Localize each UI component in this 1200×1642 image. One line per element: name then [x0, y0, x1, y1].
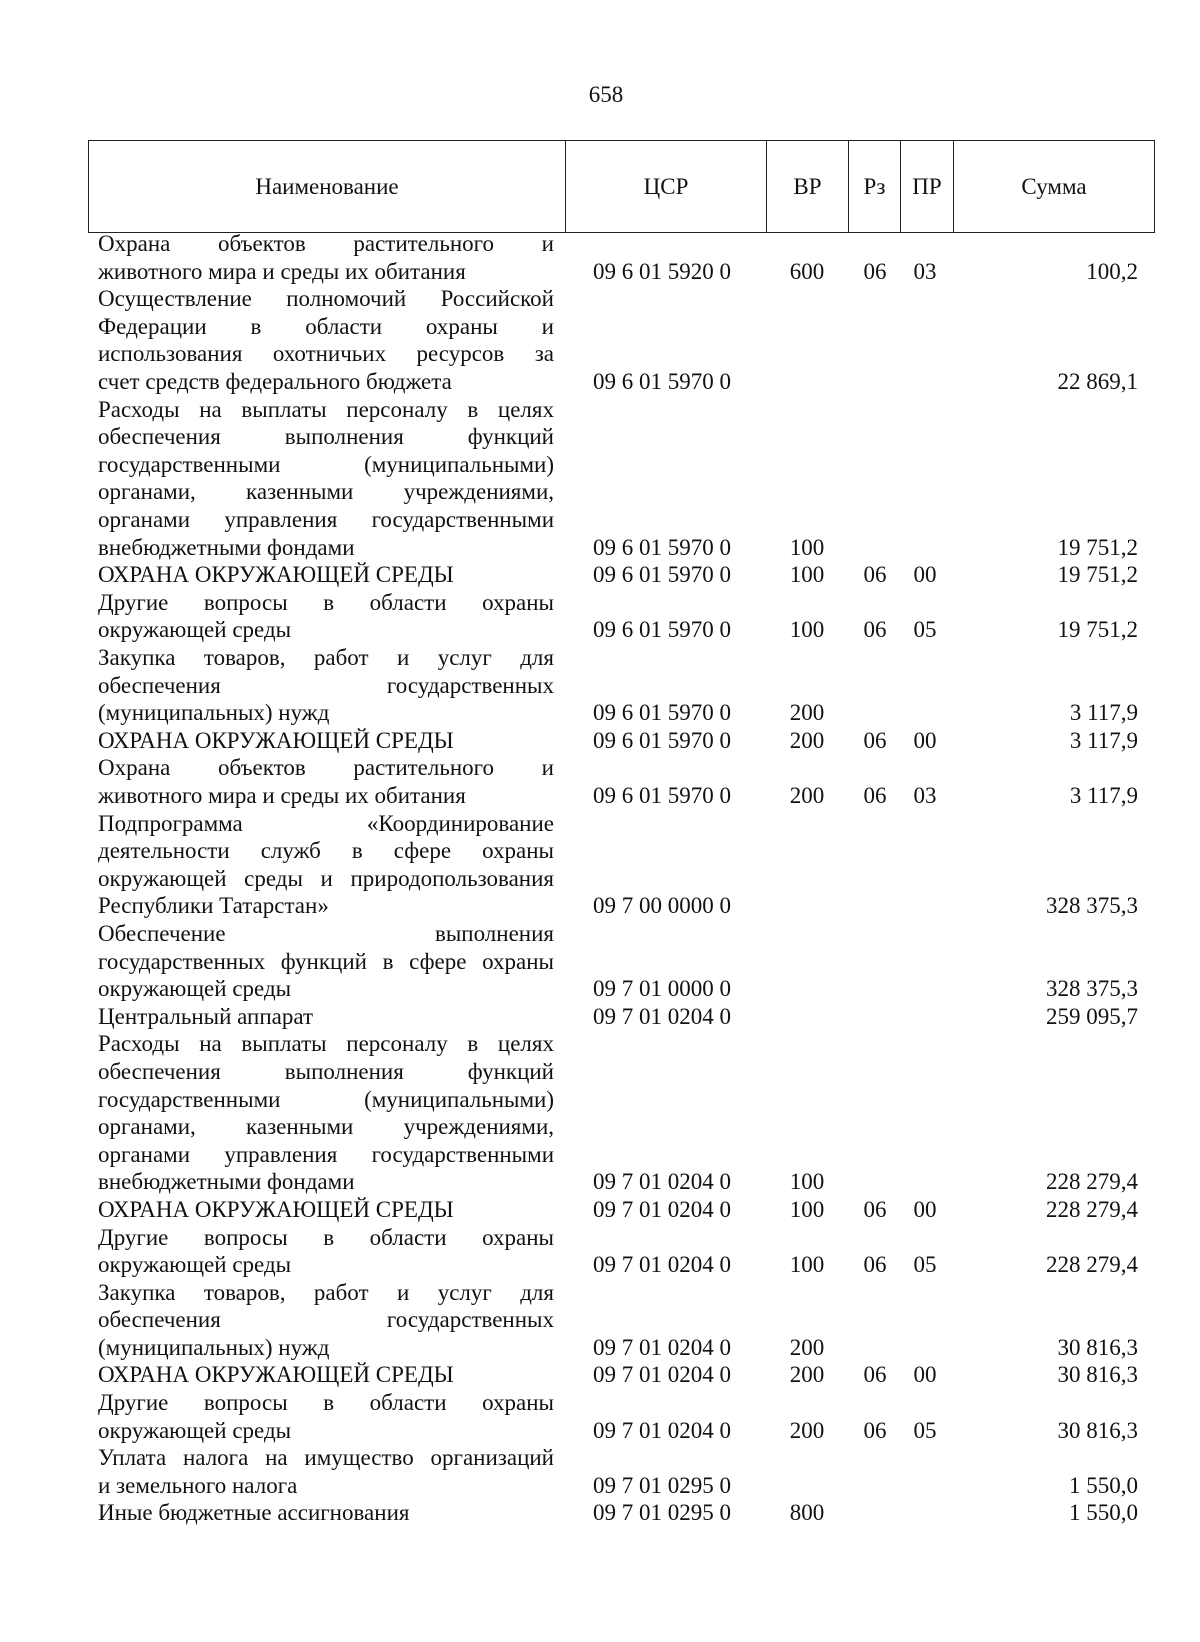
row-name-line: Республики Татарстан» — [98, 893, 329, 919]
row-vr: 200 — [789, 782, 825, 808]
table-row — [0, 644, 1200, 727]
table-row — [0, 1224, 1200, 1279]
row-name — [98, 754, 554, 809]
row-name-line: Закупка товаров, работ и услуг для — [98, 1279, 554, 1305]
row-name — [98, 1499, 554, 1527]
row-name-line: животного мира и среды их обитания — [98, 258, 466, 284]
row-name-line: (муниципальных) нужд — [98, 1334, 330, 1360]
row-rz: 06 — [863, 1252, 887, 1278]
row-name-line: обеспечения выполнения функций — [98, 424, 554, 450]
row-name-line: деятельности служб в сфере охраны — [98, 838, 554, 864]
row-csr: 09 7 01 0000 0 — [593, 976, 731, 1002]
row-pr: 00 — [913, 1362, 937, 1388]
row-name-line: Федерации в области охраны и — [98, 313, 554, 339]
row-vr: 800 — [789, 1500, 825, 1526]
row-csr: 09 7 01 0204 0 — [593, 1196, 731, 1222]
row-csr: 09 7 01 0204 0 — [593, 1417, 731, 1443]
row-csr: 09 7 01 0204 0 — [593, 1003, 731, 1029]
row-name-line: государственными (муниципальными) — [98, 451, 554, 477]
row-pr: 05 — [913, 617, 937, 643]
table-row — [0, 1279, 1200, 1362]
row-name-line: Обеспечение выполнения — [98, 920, 554, 946]
row-sum: 1 550,0 — [1069, 1500, 1138, 1526]
row-csr: 09 7 01 0295 0 — [593, 1500, 731, 1526]
row-vr: 100 — [789, 534, 825, 560]
table-row — [0, 589, 1200, 644]
row-name-line: внебюджетными фондами — [98, 534, 355, 560]
row-pr: 03 — [913, 782, 937, 808]
table-row — [0, 1499, 1200, 1527]
header-rz: Рз — [849, 141, 901, 233]
row-name-line: Другие вопросы в области охраны — [98, 1390, 554, 1416]
row-name — [98, 396, 554, 562]
table-row — [0, 230, 1200, 285]
row-name — [98, 285, 554, 395]
row-name-line: окружающей среды — [98, 1417, 292, 1443]
row-sum: 30 816,3 — [1057, 1334, 1138, 1360]
table-row — [0, 727, 1200, 755]
row-sum: 30 816,3 — [1057, 1362, 1138, 1388]
row-name-line: окружающей среды и природопользования — [98, 865, 554, 891]
row-vr: 100 — [789, 562, 825, 588]
table-row — [0, 1389, 1200, 1444]
row-name-line: Иные бюджетные ассигнования — [98, 1500, 410, 1526]
row-pr: 00 — [913, 727, 937, 753]
row-vr: 100 — [789, 617, 825, 643]
row-csr: 09 6 01 5970 0 — [593, 562, 731, 588]
row-name — [98, 1030, 554, 1196]
row-vr: 200 — [789, 700, 825, 726]
row-csr: 09 7 01 0204 0 — [593, 1252, 731, 1278]
row-rz: 06 — [863, 782, 887, 808]
row-rz: 06 — [863, 727, 887, 753]
header-sum: Сумма — [954, 141, 1155, 233]
table-body — [0, 230, 1200, 1527]
row-name-line: обеспечения государственных — [98, 1307, 554, 1333]
row-sum: 228 279,4 — [1046, 1169, 1138, 1195]
row-name — [98, 1444, 554, 1499]
row-name-line: обеспечения выполнения функций — [98, 1058, 554, 1084]
row-name — [98, 727, 554, 755]
row-name — [98, 1224, 554, 1279]
table-row — [0, 1444, 1200, 1499]
row-name-line: Другие вопросы в области охраны — [98, 1224, 554, 1250]
row-pr: 05 — [913, 1417, 937, 1443]
row-csr: 09 7 01 0295 0 — [593, 1472, 731, 1498]
row-sum: 259 095,7 — [1046, 1003, 1138, 1029]
row-rz: 06 — [863, 617, 887, 643]
row-vr: 100 — [789, 1169, 825, 1195]
row-name-line: внебюджетными фондами — [98, 1169, 355, 1195]
row-csr: 09 7 01 0204 0 — [593, 1362, 731, 1388]
row-rz: 06 — [863, 562, 887, 588]
row-name-line: государственных функций в сфере охраны — [98, 948, 554, 974]
row-sum: 328 375,3 — [1046, 976, 1138, 1002]
row-sum: 228 279,4 — [1046, 1252, 1138, 1278]
row-name-line: и земельного налога — [98, 1472, 298, 1498]
row-name-line: ОХРАНА ОКРУЖАЮЩЕЙ СРЕДЫ — [98, 1362, 454, 1388]
table-row — [0, 1196, 1200, 1224]
row-name-line: животного мира и среды их обитания — [98, 782, 466, 808]
header-csr: ЦСР — [566, 141, 767, 233]
row-name — [98, 920, 554, 1003]
row-csr: 09 7 01 0204 0 — [593, 1169, 731, 1195]
row-csr: 09 6 01 5920 0 — [593, 258, 731, 284]
row-name-line: органами управления государственными — [98, 1141, 554, 1167]
row-name — [98, 644, 554, 727]
row-name-line: окружающей среды — [98, 617, 292, 643]
table-row — [0, 810, 1200, 920]
row-sum: 22 869,1 — [1057, 368, 1138, 394]
row-sum: 3 117,9 — [1069, 727, 1138, 753]
row-name-line: Расходы на выплаты персоналу в целях — [98, 396, 554, 422]
row-pr: 00 — [913, 1196, 937, 1222]
row-name-line: государственными (муниципальными) — [98, 1086, 554, 1112]
row-vr: 100 — [789, 1196, 825, 1222]
row-name — [98, 1196, 554, 1224]
row-name — [98, 1003, 554, 1031]
page-number: 658 — [588, 82, 624, 107]
row-name — [98, 810, 554, 920]
row-sum: 328 375,3 — [1046, 893, 1138, 919]
table-header — [88, 140, 1155, 233]
header-name: Наименование — [89, 141, 566, 233]
row-name-line: ОХРАНА ОКРУЖАЮЩЕЙ СРЕДЫ — [98, 562, 454, 588]
row-csr: 09 6 01 5970 0 — [593, 727, 731, 753]
row-rz: 06 — [863, 1417, 887, 1443]
row-name-line: окружающей среды — [98, 1252, 292, 1278]
row-sum: 19 751,2 — [1057, 617, 1138, 643]
row-name — [98, 589, 554, 644]
row-vr: 200 — [789, 727, 825, 753]
row-name-line: окружающей среды — [98, 976, 292, 1002]
row-csr: 09 6 01 5970 0 — [593, 700, 731, 726]
row-name-line: Закупка товаров, работ и услуг для — [98, 644, 554, 670]
table-row — [0, 396, 1200, 562]
row-pr: 05 — [913, 1252, 937, 1278]
row-name-line: органами, казенными учреждениями, — [98, 1114, 554, 1140]
row-name-line: ОХРАНА ОКРУЖАЮЩЕЙ СРЕДЫ — [98, 1196, 454, 1222]
row-csr: 09 6 01 5970 0 — [593, 368, 731, 394]
table-row — [0, 285, 1200, 395]
table-row — [0, 1003, 1200, 1031]
table-row — [0, 561, 1200, 589]
row-name-line: (муниципальных) нужд — [98, 700, 330, 726]
row-csr: 09 6 01 5970 0 — [593, 534, 731, 560]
row-name-line: Подпрограмма «Координирование — [98, 810, 554, 836]
table-row — [0, 920, 1200, 1003]
row-sum: 1 550,0 — [1069, 1472, 1138, 1498]
header-vr: ВР — [767, 141, 849, 233]
row-vr: 200 — [789, 1334, 825, 1360]
row-sum: 3 117,9 — [1069, 700, 1138, 726]
row-rz: 06 — [863, 1362, 887, 1388]
row-name-line: органами, казенными учреждениями, — [98, 479, 554, 505]
row-name-line: обеспечения государственных — [98, 672, 554, 698]
row-rz: 06 — [863, 258, 887, 284]
row-name — [98, 1279, 554, 1362]
row-vr: 600 — [789, 258, 825, 284]
row-vr: 200 — [789, 1362, 825, 1388]
row-name-line: Расходы на выплаты персоналу в целях — [98, 1031, 554, 1057]
row-name-line: использования охотничьих ресурсов за — [98, 341, 554, 367]
row-name — [98, 1361, 554, 1389]
row-vr: 200 — [789, 1417, 825, 1443]
row-sum: 3 117,9 — [1069, 782, 1138, 808]
row-csr: 09 7 00 0000 0 — [593, 893, 731, 919]
row-vr: 100 — [789, 1252, 825, 1278]
row-name-line: органами управления государственными — [98, 506, 554, 532]
row-name — [98, 561, 554, 589]
row-name-line: Уплата налога на имущество организаций — [98, 1445, 554, 1471]
row-sum: 19 751,2 — [1057, 562, 1138, 588]
row-name-line: Охрана объектов растительного и — [98, 231, 554, 256]
row-csr: 09 6 01 5970 0 — [593, 617, 731, 643]
row-sum: 100,2 — [1086, 258, 1138, 284]
table-row — [0, 1030, 1200, 1196]
row-sum: 30 816,3 — [1057, 1417, 1138, 1443]
table-row — [0, 754, 1200, 809]
header-pr: ПР — [901, 141, 954, 233]
row-name-line: ОХРАНА ОКРУЖАЮЩЕЙ СРЕДЫ — [98, 727, 454, 753]
row-name-line: счет средств федерального бюджета — [98, 368, 452, 394]
row-pr: 03 — [913, 258, 937, 284]
row-name — [98, 230, 554, 285]
row-name-line: Осуществление полномочий Российской — [98, 286, 554, 312]
table-row — [0, 1361, 1200, 1389]
row-csr: 09 7 01 0204 0 — [593, 1334, 731, 1360]
row-name-line: Другие вопросы в области охраны — [98, 589, 554, 615]
row-name-line: Центральный аппарат — [98, 1003, 314, 1029]
row-pr: 00 — [913, 562, 937, 588]
row-rz: 06 — [863, 1196, 887, 1222]
row-name-line: Охрана объектов растительного и — [98, 755, 554, 781]
row-sum: 19 751,2 — [1057, 534, 1138, 560]
row-name — [98, 1389, 554, 1444]
row-csr: 09 6 01 5970 0 — [593, 782, 731, 808]
row-sum: 228 279,4 — [1046, 1196, 1138, 1222]
